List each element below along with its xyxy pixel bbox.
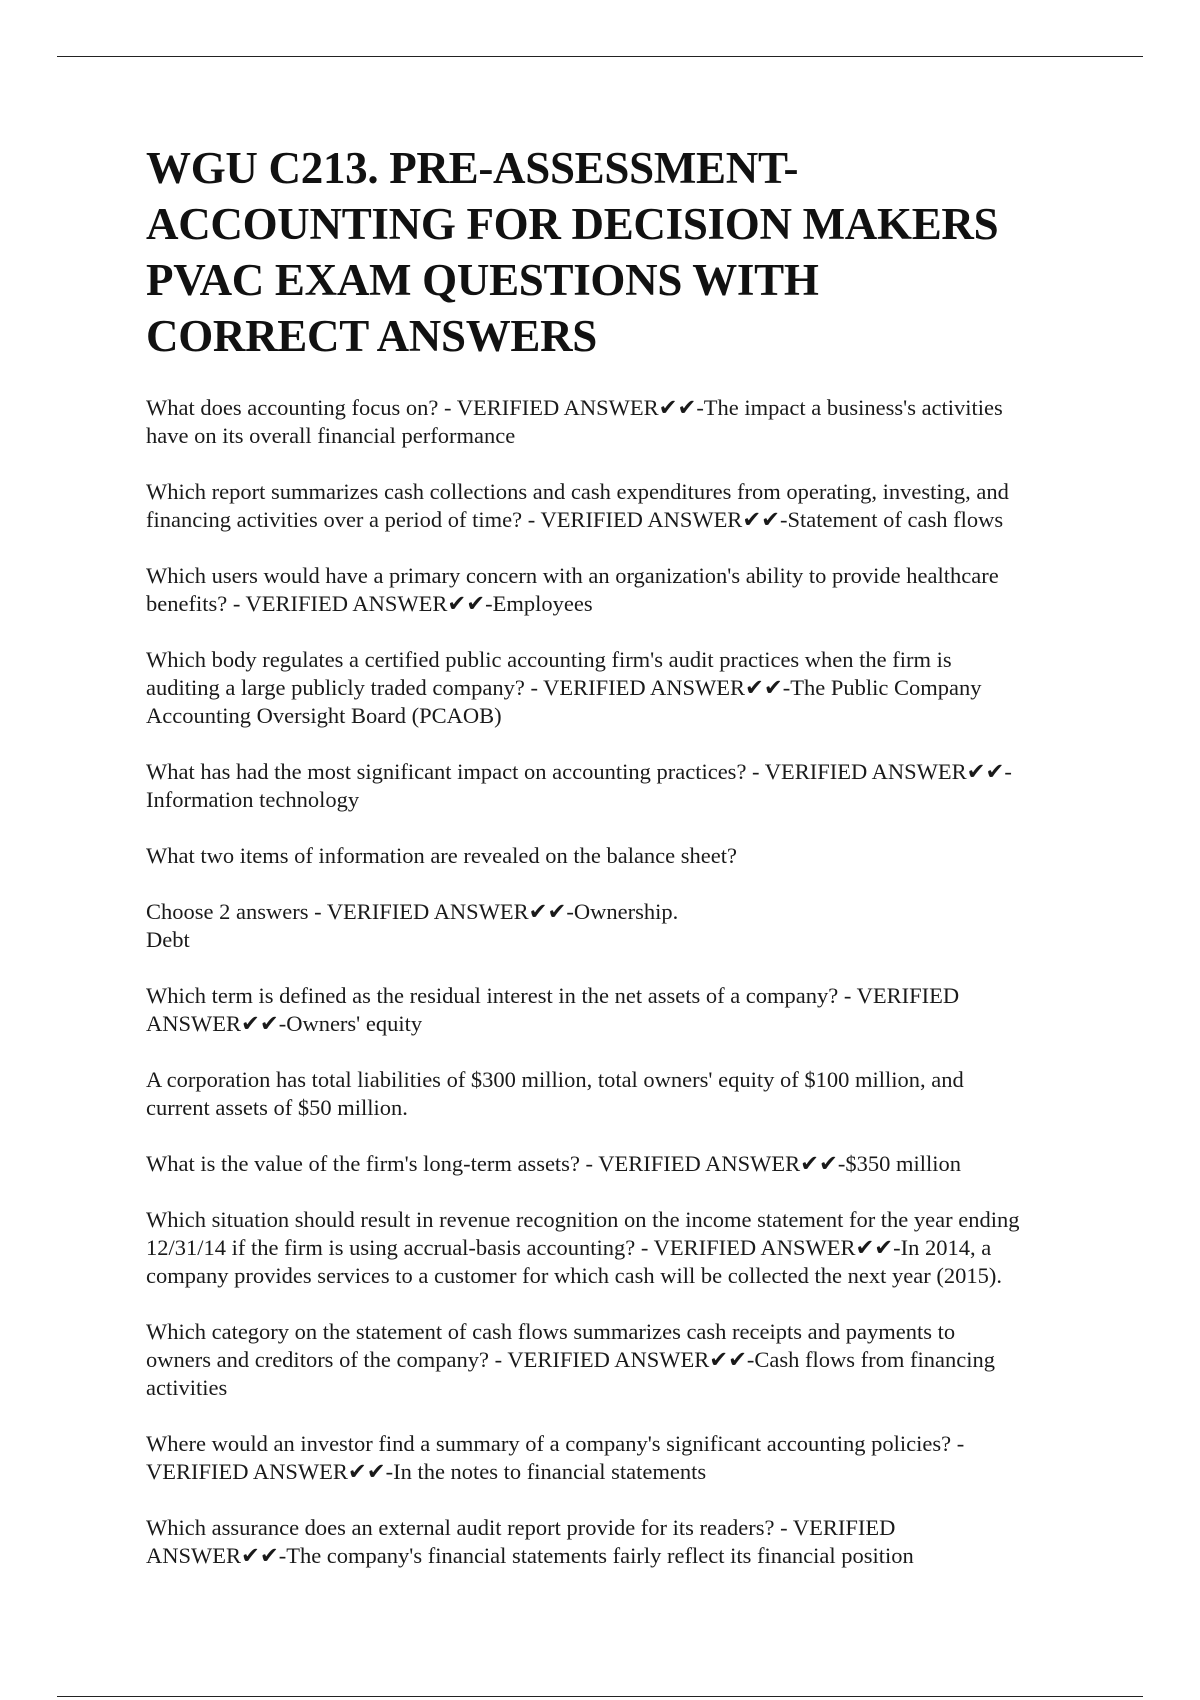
qa-text-line: financing activities over a period of time? - VERIFIED ANSWER✔✔-Statement of cash flows: [146, 507, 1004, 532]
document-body: [146, 140, 1096, 1598]
qa-text-line: Which term is defined as the residual interest in the net assets of a company? - VERIFIED: [146, 983, 960, 1008]
qa-text-line: Where would an investor find a summary of a company's significant accounting policies? -: [146, 1431, 965, 1456]
top-divider: [57, 56, 1143, 57]
qa-text-line: auditing a large publicly traded company? - VERIFIED ANSWER✔✔-The Public Company: [146, 675, 982, 700]
qa-text-line: Which situation should result in revenue recognition on the income statement for the year ending: [146, 1207, 1020, 1232]
qa-text-line: Which report summarizes cash collections and cash expenditures from operating, investing, and: [146, 479, 1009, 504]
qa-text-line: What has had the most significant impact on accounting practices? - VERIFIED ANSWER✔✔-: [146, 759, 1012, 784]
qa-entry: [146, 394, 1096, 450]
qa-entry: [146, 1206, 1096, 1290]
qa-entry: [146, 758, 1096, 814]
qa-entry: [146, 478, 1096, 534]
qa-text-line: Information technology: [146, 787, 360, 812]
qa-text-line: What does accounting focus on? - VERIFIED ANSWER✔✔-The impact a business's activities: [146, 395, 1003, 420]
qa-text-line: What is the value of the firm's long-term assets? - VERIFIED ANSWER✔✔-$350 million: [146, 1151, 961, 1176]
qa-text-line: Which category on the statement of cash flows summarizes cash receipts and payments to: [146, 1319, 956, 1344]
title-line: WGU C213. PRE-ASSESSMENT-: [146, 143, 799, 193]
qa-entry: [146, 842, 1096, 870]
qa-text-line: activities: [146, 1375, 228, 1400]
qa-text-line: Which body regulates a certified public accounting firm's audit practices when the firm is: [146, 647, 952, 672]
qa-text-line: current assets of $50 million.: [146, 1095, 408, 1120]
qa-entry: [146, 1514, 1096, 1570]
qa-text-line: A corporation has total liabilities of $300 million, total owners' equity of $100 million, and: [146, 1067, 964, 1092]
qa-text-line: have on its overall financial performance: [146, 423, 516, 448]
qa-text-line: ANSWER✔✔-The company's financial statements fairly reflect its financial position: [146, 1543, 914, 1568]
qa-entry: [146, 1150, 1096, 1178]
qa-text-line: owners and creditors of the company? - VERIFIED ANSWER✔✔-Cash flows from financing: [146, 1347, 995, 1372]
qa-entry: [146, 898, 1096, 954]
qa-entry: [146, 982, 1096, 1038]
title-line: CORRECT ANSWERS: [146, 311, 598, 361]
bottom-divider: [57, 1696, 1143, 1697]
qa-entry: [146, 1430, 1096, 1486]
qa-text-line: Which assurance does an external audit report provide for its readers? - VERIFIED: [146, 1515, 896, 1540]
qa-entry: [146, 562, 1096, 618]
qa-text-line: ANSWER✔✔-Owners' equity: [146, 1011, 423, 1036]
document-title: [146, 140, 1096, 364]
qa-text-line: VERIFIED ANSWER✔✔-In the notes to financial statements: [146, 1459, 707, 1484]
qa-text-line: Which users would have a primary concern with an organization's ability to provide healthcare: [146, 563, 999, 588]
qa-entry: [146, 1066, 1096, 1122]
qa-entry: [146, 1318, 1096, 1402]
qa-text-line: Accounting Oversight Board (PCAOB): [146, 703, 502, 728]
qa-entry: [146, 646, 1096, 730]
qa-text-line: Choose 2 answers - VERIFIED ANSWER✔✔-Ownership.: [146, 899, 679, 924]
title-line: ACCOUNTING FOR DECISION MAKERS: [146, 199, 999, 249]
qa-text-line: 12/31/14 if the firm is using accrual-basis accounting? - VERIFIED ANSWER✔✔-In 2014, a: [146, 1235, 992, 1260]
qa-text-line: benefits? - VERIFIED ANSWER✔✔-Employees: [146, 591, 593, 616]
title-line: PVAC EXAM QUESTIONS WITH: [146, 255, 819, 305]
qa-text-line: company provides services to a customer for which cash will be collected the next year (2015).: [146, 1263, 1002, 1288]
qa-text-line: What two items of information are revealed on the balance sheet?: [146, 843, 737, 868]
qa-text-line: Debt: [146, 927, 190, 952]
